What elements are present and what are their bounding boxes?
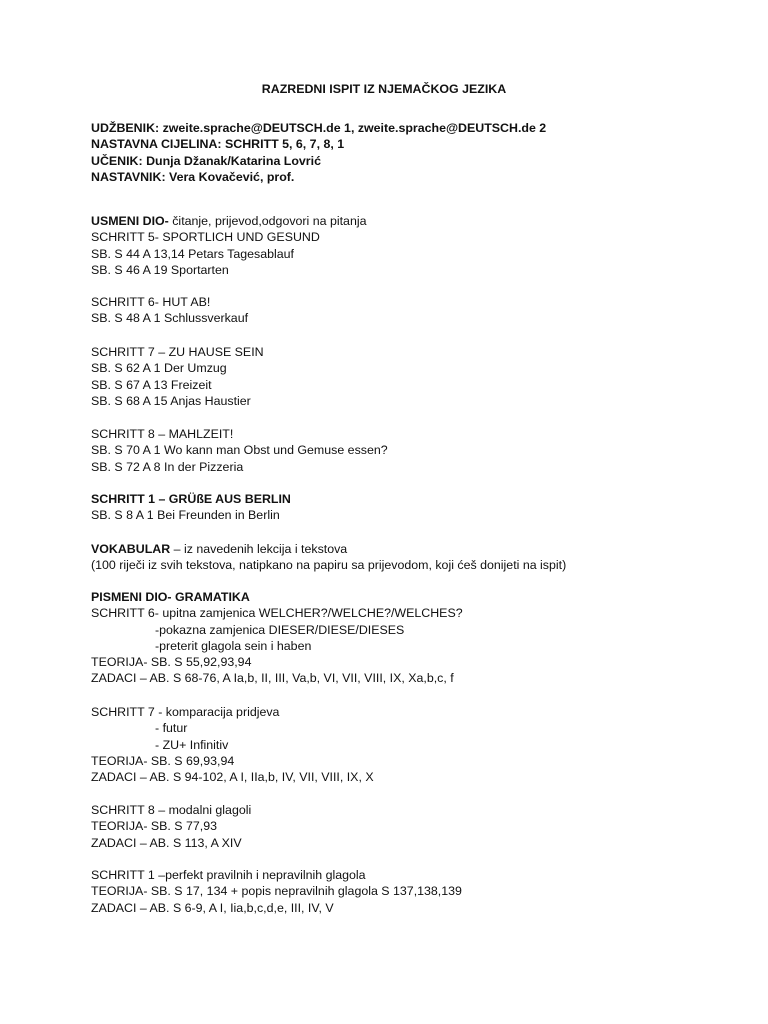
usmeni-s5-title: SCHRITT 5- SPORTLICH UND GESUND: [91, 230, 320, 245]
usmeni-s7-item: SB. S 62 A 1 Der Umzug: [91, 361, 227, 376]
pismeni-s1-section: [91, 867, 731, 916]
usmeni-s5-item: SB. S 44 A 13,14 Petars Tagesablauf: [91, 246, 294, 261]
usmeni-section: [91, 213, 731, 278]
pismeni-s7-section: [91, 704, 731, 785]
pismeni-s1-zadaci: ZADACI – AB. S 6-9, A I, Iia,b,c,d,e, III, IV, V: [91, 900, 334, 915]
pismeni-s6-subitem: -pokazna zamjenica DIESER/DIESE/DIESES: [155, 622, 405, 637]
pismeni-section: [91, 589, 731, 687]
pismeni-s1-title: SCHRITT 1 –perfekt pravilnih i nepravilnih glagola: [91, 868, 366, 882]
usmeni-s8-item: SB. S 70 A 1 Wo kann man Obst und Gemuse essen?: [91, 443, 388, 458]
usmeni-s7-item: SB. S 68 A 15 Anjas Haustier: [91, 393, 251, 408]
usmeni-heading-rest: čitanje, prijevod,odgovori na pitanja: [168, 214, 367, 228]
pismeni-heading: PISMENI DIO- GRAMATIKA: [91, 590, 250, 604]
usmeni-s6-item: SB. S 48 A 1 Schlussverkauf: [91, 311, 249, 326]
pismeni-s6-zadaci: ZADACI – AB. S 68-76, A Ia,b, II, III, Va,b, VI, VII, VIII, IX, Xa,b,c, f: [91, 671, 454, 686]
vokabular-heading-rest: – iz navedenih lekcija i tekstova: [170, 542, 348, 556]
usmeni-heading: [91, 213, 731, 229]
vokabular-heading-bold: VOKABULAR: [91, 542, 171, 556]
pismeni-s7-subitem: - ZU+ Infinitiv: [155, 737, 229, 752]
usmeni-s6-title: SCHRITT 6- HUT AB!: [91, 295, 211, 309]
pismeni-s7-zadaci: ZADACI – AB. S 94-102, A I, IIa,b, IV, VII, VIII, IX, X: [91, 770, 374, 785]
document-title: RAZREDNI ISPIT IZ NJEMAČKOG JEZIKA: [261, 82, 507, 96]
pismeni-s7-subitem: - futur: [155, 721, 188, 736]
usmeni-s1-item: SB. S 8 A 1 Bei Freunden in Berlin: [91, 508, 280, 523]
udzbenik-line: UDŽBENIK: zweite.sprache@DEUTSCH.de 1, zweite.sprache@DEUTSCH.de 2: [91, 121, 547, 135]
usmeni-s7-section: [91, 344, 731, 409]
usmeni-s5-item: SB. S 46 A 19 Sportarten: [91, 262, 229, 277]
cjelina-line: NASTAVNA CIJELINA: SCHRITT 5, 6, 7, 8, 1: [91, 137, 345, 152]
usmeni-heading-bold: USMENI DIO-: [91, 214, 169, 228]
ucenik-line: UČENIK: Dunja Džanak/Katarina Lovrić: [91, 153, 321, 168]
pismeni-s7-teorija: TEORIJA- SB. S 69,93,94: [91, 753, 235, 768]
vokabular-note: (100 riječi iz svih tekstova, natipkano na papiru sa prijevodom, koji ćeš donijeti na ispit): [91, 558, 567, 573]
pismeni-s6-title: SCHRITT 6- upitna zamjenica WELCHER?/WELCHE?/WELCHES?: [91, 606, 463, 621]
pismeni-s8-zadaci: ZADACI – AB. S 113, A XIV: [91, 835, 242, 850]
pismeni-s8-teorija: TEORIJA- SB. S 77,93: [91, 819, 218, 834]
pismeni-s8-title: SCHRITT 8 – modalni glagoli: [91, 803, 252, 817]
usmeni-s6-section: [91, 294, 731, 327]
usmeni-s7-title: SCHRITT 7 – ZU HAUSE SEIN: [91, 345, 264, 359]
header-info: [91, 120, 731, 185]
pismeni-s7-title: SCHRITT 7 - komparacija pridjeva: [91, 705, 280, 719]
usmeni-s8-section: [91, 426, 731, 475]
usmeni-s1-title: SCHRITT 1 – GRÜßE AUS BERLIN: [91, 492, 291, 506]
vokabular-heading: [91, 541, 731, 557]
pismeni-s1-teorija: TEORIJA- SB. S 17, 134 + popis nepravilnih glagola S 137,138,139: [91, 884, 462, 899]
pismeni-s6-teorija: TEORIJA- SB. S 55,92,93,94: [91, 655, 252, 670]
pismeni-s6-subitem: -preterit glagola sein i haben: [155, 638, 312, 653]
pismeni-s8-section: [91, 802, 731, 851]
usmeni-s8-title: SCHRITT 8 – MAHLZEIT!: [91, 427, 234, 441]
usmeni-s8-item: SB. S 72 A 8 In der Pizzeria: [91, 459, 244, 474]
usmeni-s1-section: [91, 491, 731, 524]
usmeni-s7-item: SB. S 67 A 13 Freizeit: [91, 377, 212, 392]
nastavnik-line: NASTAVNIK: Vera Kovačević, prof.: [91, 169, 295, 184]
vokabular-section: [91, 541, 731, 574]
